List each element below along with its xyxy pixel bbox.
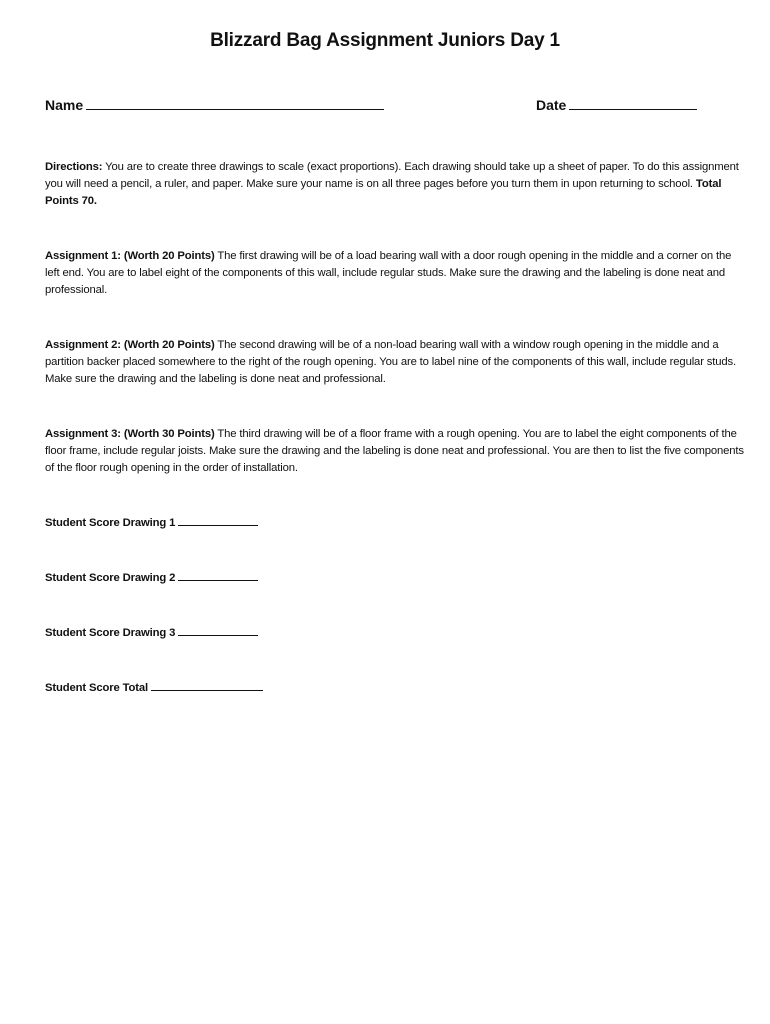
score-drawing-1 xyxy=(45,515,258,529)
assignment-2-paragraph xyxy=(45,337,745,388)
date-blank-line[interactable] xyxy=(569,97,697,110)
name-label: Name xyxy=(45,97,84,113)
score-total-blank-line[interactable] xyxy=(151,680,263,691)
directions-text: You are to create three drawings to scale (exact proportions). Each drawing should take up a sheet of paper. To do this assignment you will need a pencil, a ruler, and paper. Make sure your name is on all three pages before you turn them in upon returning to school. xyxy=(45,161,739,190)
assignment-1-text: The first drawing will be of a load bearing wall with a door rough opening in the middle and a corner on the left end. You are to label eight of the components of this wall, include regular studs. Make sure the drawing and the labeling is done neat and professional. xyxy=(45,250,732,296)
assignment-2-text: The second drawing will be of a non-load bearing wall with a window rough opening in the middle and a partition backer placed somewhere to the right of the rough opening. You are to label nine of the components of this wall, include regular studs. Make sure the drawing and the labeling is done neat and professional. xyxy=(45,339,737,385)
score-drawing-3 xyxy=(45,625,258,639)
score-total-label: Student Score Total xyxy=(45,682,149,694)
assignment-1-label: Assignment 1: (Worth 20 Points) xyxy=(45,250,215,262)
page-title: Blizzard Bag Assignment Juniors Day 1 xyxy=(210,30,560,51)
date-label: Date xyxy=(536,97,567,113)
date-field xyxy=(536,97,697,113)
score-total xyxy=(45,680,263,694)
directions-label: Directions: xyxy=(45,161,103,173)
score-drawing-1-label: Student Score Drawing 1 xyxy=(45,517,176,529)
score-drawing-2-blank-line[interactable] xyxy=(178,570,258,581)
assignment-1-paragraph xyxy=(45,248,745,299)
name-blank-line[interactable] xyxy=(86,97,384,110)
name-field xyxy=(45,97,384,113)
score-drawing-2 xyxy=(45,570,258,584)
directions-paragraph xyxy=(45,159,745,210)
assignment-3-text: The third drawing will be of a floor frame with a rough opening. You are to label the eight components of the floor frame, include regular joists. Make sure the drawing and the labeling is done neat and professional. You are then to list the five components of the floor rough opening in the order of installation. xyxy=(45,428,744,474)
score-drawing-1-blank-line[interactable] xyxy=(178,515,258,526)
score-drawing-3-label: Student Score Drawing 3 xyxy=(45,627,176,639)
score-drawing-3-blank-line[interactable] xyxy=(178,625,258,636)
assignment-2-label: Assignment 2: (Worth 20 Points) xyxy=(45,339,215,351)
total-points: Total Points 70. xyxy=(45,178,722,207)
assignment-3-label: Assignment 3: (Worth 30 Points) xyxy=(45,428,215,440)
assignment-3-paragraph xyxy=(45,426,745,477)
score-drawing-2-label: Student Score Drawing 2 xyxy=(45,572,176,584)
